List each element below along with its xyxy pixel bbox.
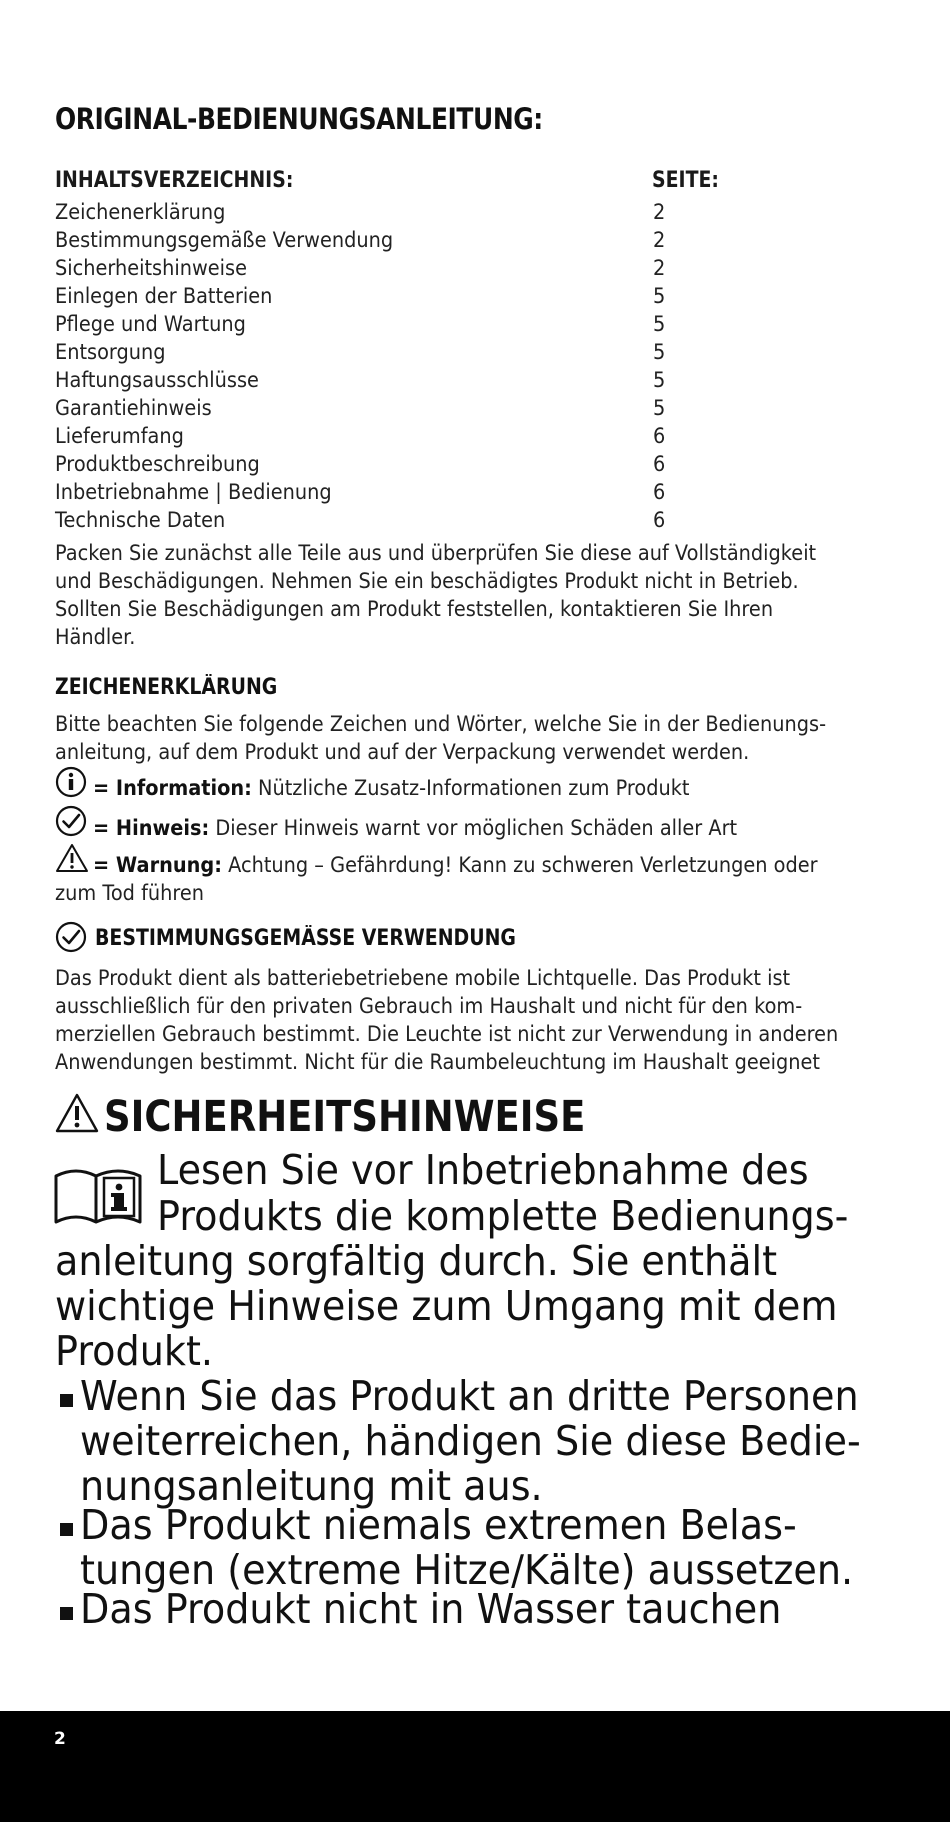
safety-bullet-line: weiterreichen, händigen Sie diese Bedie-: [80, 1417, 861, 1465]
paragraph-line: Das Produkt dient als batteriebetriebene mobile Lichtquelle. Das Produkt ist: [55, 966, 791, 990]
hinweis-label: = Hinweis:: [93, 816, 210, 840]
intended-use-paragraph: [55, 964, 915, 1076]
bullet-marker: [60, 1607, 73, 1620]
toc-entry-page: 5: [653, 340, 666, 364]
check-circle-icon: [55, 921, 87, 953]
hinweis-legend: [93, 814, 950, 842]
warnung-legend: [93, 851, 950, 879]
toc-entry: [55, 338, 900, 366]
toc-entry-page: 5: [653, 368, 666, 392]
toc-entry-title: Lieferumfang: [55, 424, 184, 448]
safety-title: SICHERHEITSHINWEISE: [104, 1092, 586, 1142]
bullet-marker: [60, 1394, 73, 1407]
check-circle-icon: [55, 805, 87, 837]
toc-entry-title: Haftungsausschlüsse: [55, 368, 259, 392]
toc-entry: [55, 422, 900, 450]
information-legend: [93, 774, 950, 802]
toc-entry: [55, 310, 900, 338]
toc-entry-title: Garantiehinweis: [55, 396, 212, 420]
toc-entry: [55, 226, 900, 254]
toc-entry-page: 6: [653, 424, 666, 448]
unpack-paragraph: [55, 539, 915, 651]
paragraph-line: Packen Sie zunächst alle Teile aus und überprüfen Sie diese auf Vollständigkeit: [55, 541, 817, 565]
table-of-contents: [55, 168, 900, 534]
hinweis-text: Dieser Hinweis warnt vor möglichen Schäden aller Art: [215, 816, 738, 840]
toc-entry-page: 6: [653, 480, 666, 504]
read-manual-line: Produkt.: [55, 1327, 214, 1375]
warnung-label: = Warnung:: [93, 853, 222, 877]
toc-entry-title: Zeichenerklärung: [55, 200, 226, 224]
paragraph-line: Anwendungen bestimmt. Nicht für die Raumbeleuchtung im Haushalt geeignet: [55, 1050, 820, 1074]
read-manual-line: Lesen Sie vor Inbetriebnahme des: [157, 1146, 809, 1194]
paragraph-line: merziellen Gebrauch bestimmt. Die Leuchte ist nicht zur Verwendung in anderen: [55, 1022, 839, 1046]
information-icon: [55, 766, 87, 798]
toc-entry-title: Inbetriebnahme | Bedienung: [55, 480, 332, 504]
warning-icon: [54, 1092, 100, 1134]
warnung-legend-continued: [55, 879, 915, 907]
toc-entry-page: 6: [653, 508, 666, 532]
symbols-section-title: ZEICHENERKLÄRUNG: [55, 675, 278, 700]
safety-bullet-line: nungsanleitung mit aus.: [80, 1462, 543, 1510]
intended-use-title: BESTIMMUNGSGEMÄSSE VERWENDUNG: [95, 926, 516, 951]
toc-entry-title: Entsorgung: [55, 340, 166, 364]
page-heading: ORIGINAL-BEDIENUNGSANLEITUNG:: [55, 102, 543, 136]
safety-bullet-line: tungen (extreme Hitze/Kälte) aussetzen.: [80, 1546, 854, 1594]
symbols-intro: [55, 710, 915, 766]
read-manual-line: anleitung sorgfältig durch. Sie enthält: [55, 1237, 778, 1285]
toc-entry-title: Einlegen der Batterien: [55, 284, 273, 308]
information-text: Nützliche Zusatz-Informationen zum Produkt: [257, 776, 690, 800]
toc-entry: [55, 478, 900, 506]
toc-entry-page: 2: [653, 200, 666, 224]
toc-entry-title: Technische Daten: [55, 508, 226, 532]
toc-entry-title: Bestimmungsgemäße Verwendung: [55, 228, 394, 252]
toc-header: [55, 168, 900, 198]
paragraph-line: und Beschädigungen. Nehmen Sie ein beschädigtes Produkt nicht in Betrieb.: [55, 569, 799, 593]
toc-entry: [55, 198, 900, 226]
toc-entry-title: Pflege und Wartung: [55, 312, 246, 336]
toc-header-page: SEITE:: [652, 168, 719, 193]
warnung-text: Achtung – Gefährdung! Kann zu schweren Verletzungen oder: [228, 853, 818, 877]
paragraph-line: Bitte beachten Sie folgende Zeichen und Wörter, welche Sie in der Bedienungs-: [55, 712, 827, 736]
toc-entry: [55, 394, 900, 422]
page-footer: [0, 1711, 950, 1822]
information-label: = Information:: [93, 776, 252, 800]
toc-header-title: INHALTSVERZEICHNIS:: [55, 168, 294, 193]
toc-entry-title: Sicherheitshinweise: [55, 256, 247, 280]
toc-entry-page: 2: [653, 256, 666, 280]
warnung-text-continued: zum Tod führen: [55, 881, 205, 905]
toc-entry-page: 5: [653, 396, 666, 420]
toc-entry: [55, 366, 900, 394]
toc-entry-title: Produktbeschreibung: [55, 452, 260, 476]
safety-bullet-line: Das Produkt nicht in Wasser tauchen: [80, 1585, 782, 1633]
read-manual-line: Produkts die komplette Bedienungs-: [157, 1192, 849, 1240]
toc-entry-page: 6: [653, 452, 666, 476]
paragraph-line: Händler.: [55, 625, 136, 649]
warning-icon: [55, 843, 89, 873]
safety-bullet-line: Das Produkt niemals extremen Belas-: [80, 1501, 797, 1549]
toc-entry: [55, 282, 900, 310]
toc-entry-page: 5: [653, 312, 666, 336]
read-manual-icon: [54, 1162, 142, 1228]
read-manual-line: wichtige Hinweise zum Umgang mit dem: [55, 1282, 838, 1330]
toc-entry: [55, 450, 900, 478]
safety-bullet-line: Wenn Sie das Produkt an dritte Personen: [80, 1372, 859, 1420]
page-number: 2: [54, 1729, 66, 1749]
toc-entry: [55, 506, 900, 534]
bullet-marker: [60, 1523, 73, 1536]
toc-entry: [55, 254, 900, 282]
paragraph-line: ausschließlich für den privaten Gebrauch im Haushalt und nicht für den kom-: [55, 994, 803, 1018]
paragraph-line: anleitung, auf dem Produkt und auf der Verpackung verwendet werden.: [55, 740, 750, 764]
paragraph-line: Sollten Sie Beschädigungen am Produkt feststellen, kontaktieren Sie Ihren: [55, 597, 774, 621]
toc-entry-page: 5: [653, 284, 666, 308]
toc-entries: [55, 198, 900, 534]
toc-entry-page: 2: [653, 228, 666, 252]
